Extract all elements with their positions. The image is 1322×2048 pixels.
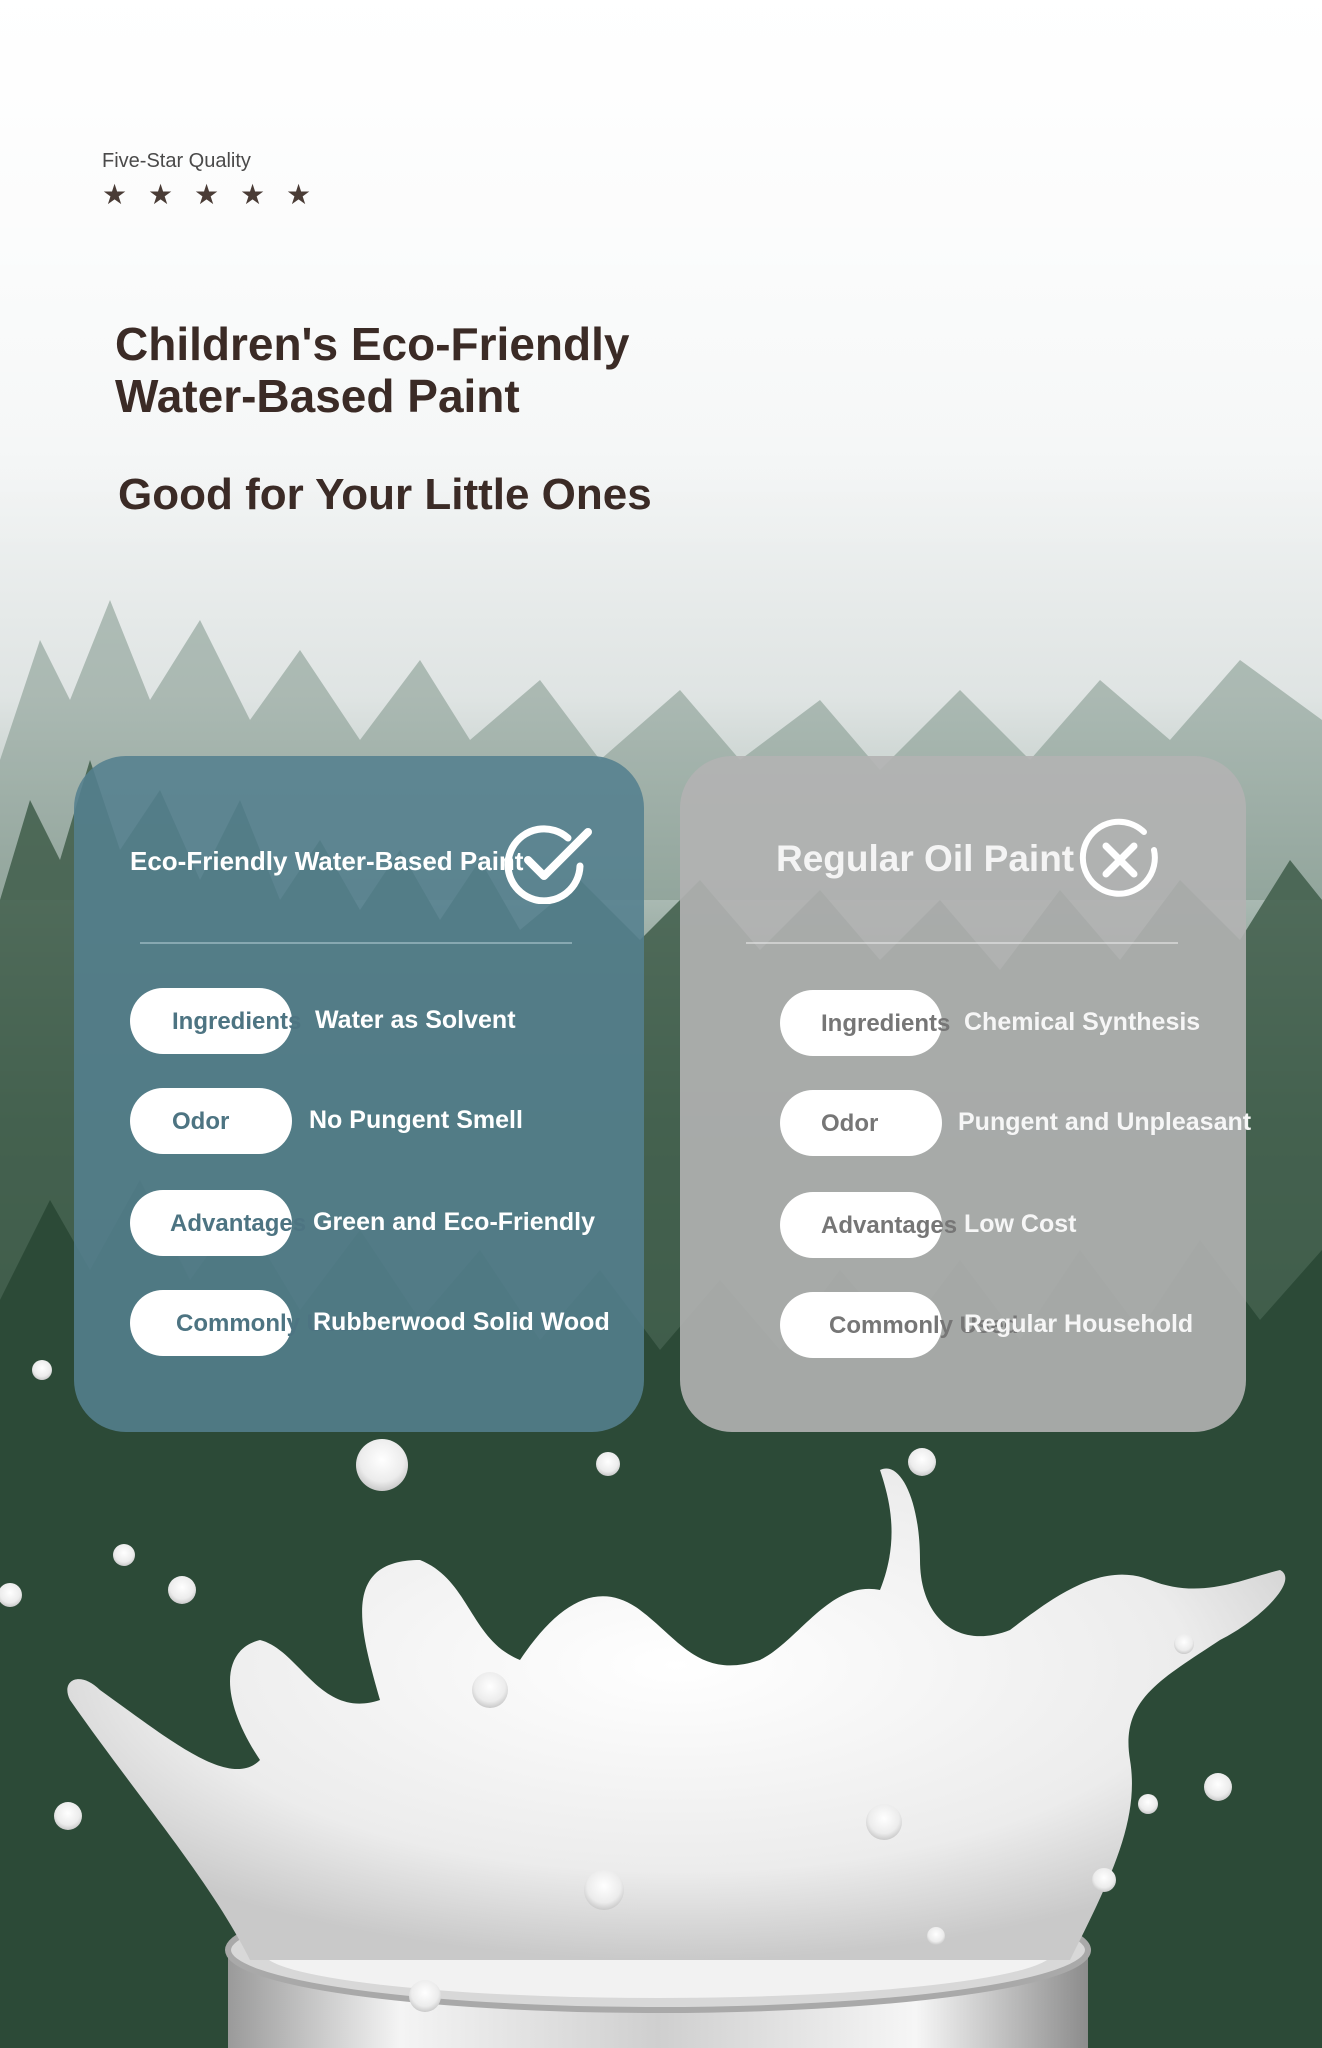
eco-card-divider: [140, 942, 572, 944]
eco-row-commonly-used: [130, 1290, 630, 1356]
eco-row-advantages: [130, 1190, 630, 1256]
page-subtitle: Good for Your Little Ones: [118, 470, 652, 519]
oil-paint-card: [680, 756, 1252, 1432]
eco-paint-card: [74, 756, 644, 1432]
page-title-line-1: Children's Eco-Friendly: [115, 318, 630, 370]
five-star-quality-label: Five-Star Quality: [102, 150, 251, 172]
check-circle-icon: [498, 818, 594, 904]
eco-pill-label: Commonly Used: [176, 1310, 366, 1337]
oil-row-value: Regular Household: [964, 1310, 1194, 1338]
eco-row-ingredients: [130, 988, 630, 1054]
page-title-line-2: Water-Based Paint: [115, 370, 520, 422]
oil-pill-label: Advantages: [821, 1212, 958, 1239]
eco-row-value: Rubberwood Solid Wood: [313, 1308, 610, 1336]
star-rating: ★ ★ ★ ★ ★: [102, 178, 318, 211]
x-circle-icon: [1078, 818, 1162, 902]
eco-pill-label: Advantages: [170, 1210, 307, 1237]
oil-row-advantages: [780, 1192, 1280, 1258]
oil-row-ingredients: [780, 990, 1280, 1056]
oil-pill-label: Commonly Used: [829, 1312, 1019, 1339]
oil-row-value: Pungent and Unpleasant: [958, 1108, 1252, 1136]
eco-row-odor: [130, 1088, 630, 1154]
oil-row-odor: [780, 1090, 1280, 1156]
oil-pill-label: Odor: [821, 1110, 879, 1137]
eco-row-value: Water as Solvent: [315, 1006, 516, 1034]
oil-row-value: Low Cost: [964, 1210, 1077, 1238]
eco-pill-label: Ingredients: [172, 1008, 302, 1035]
oil-pill-label: Ingredients: [821, 1010, 951, 1037]
eco-pill-label: Odor: [172, 1108, 230, 1135]
oil-row-commonly-used: [780, 1292, 1280, 1358]
eco-row-value: No Pungent Smell: [309, 1106, 523, 1134]
eco-card-title: Eco-Friendly Water-Based Paint: [130, 846, 524, 876]
oil-card-divider: [746, 942, 1178, 944]
oil-row-value: Chemical Synthesis: [964, 1008, 1201, 1036]
eco-row-value: Green and Eco-Friendly: [313, 1208, 596, 1236]
page-title: [115, 318, 815, 422]
oil-card-title: Regular Oil Paint: [776, 838, 1075, 879]
